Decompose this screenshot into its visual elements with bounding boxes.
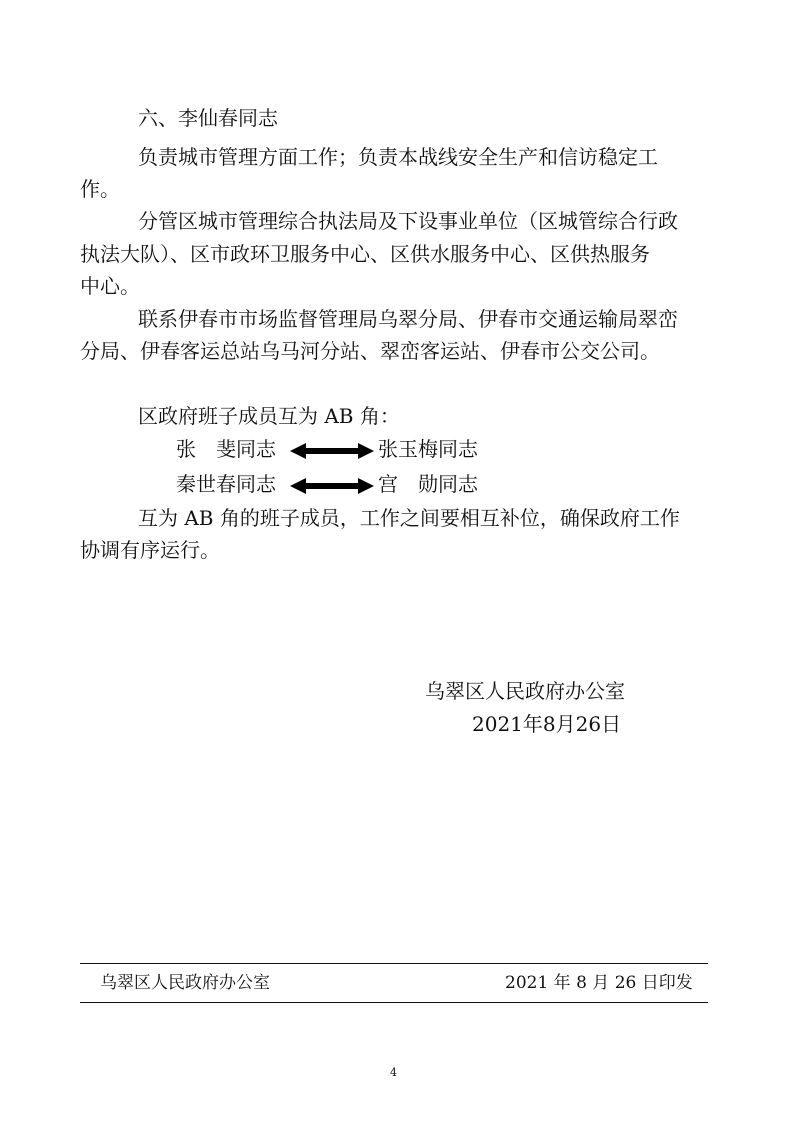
double-arrow-icon [290,478,374,494]
ab-closing-line-2: 协调有序运行。 [80,538,220,562]
ab-pair-2-left: 秦世春同志 [176,472,276,496]
section-heading: 六、李仙春同志 [138,106,278,130]
footer-issued-date: 2021 年 8 月 26 日印发 [505,973,693,993]
footer-bottom-rule [80,1002,708,1003]
footer-office: 乌翠区人民政府办公室 [100,973,270,993]
supervision-paragraph-line-2: 执法大队）、区市政环卫服务中心、区供水服务中心、区供热服务 [80,242,650,266]
signature-date: 2021年8月26日 [472,712,622,736]
duty-paragraph-line-2: 作。 [80,177,120,201]
double-arrow-icon [290,443,374,459]
liaison-paragraph-line-2: 分局、伊春客运总站乌马河分站、翠峦客运站、伊春市公交公司。 [80,339,660,363]
supervision-paragraph-line-1: 分管区城市管理综合执法局及下设事业单位（区城管综合行政 [138,209,678,233]
page-number: 4 [390,1066,397,1079]
ab-intro: 区政府班子成员互为 AB 角： [138,404,400,428]
ab-pair-2-right: 宫 勋同志 [378,472,478,496]
ab-closing-line-1: 互为 AB 角的班子成员，工作之间要相互补位，确保政府工作 [138,506,680,530]
signature-office: 乌翠区人民政府办公室 [425,679,625,703]
supervision-paragraph-line-3: 中心。 [80,274,140,298]
ab-pair-1-right: 张玉梅同志 [378,437,478,461]
liaison-paragraph-line-1: 联系伊春市市场监督管理局乌翠分局、伊春市交通运输局翠峦 [138,307,678,331]
duty-paragraph-line-1: 负责城市管理方面工作；负责本战线安全生产和信访稳定工 [138,145,658,169]
footer-top-rule [80,963,708,964]
ab-pair-1-left: 张 斐同志 [176,437,276,461]
